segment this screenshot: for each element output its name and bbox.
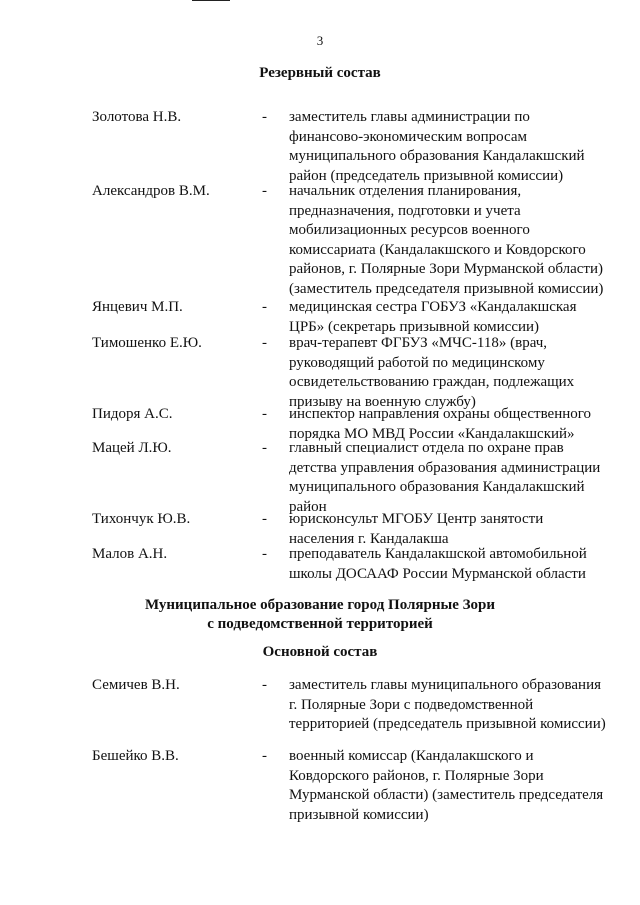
- member-name: Золотова Н.В.: [92, 109, 182, 125]
- member-name: Семичев В.Н.: [92, 677, 180, 693]
- member-role: врач-терапевт ФГБУЗ «МЧС-118» (врач, руководящий работой по медицинскому освидетельствованию граждан, подлежащих призыву на военную службу): [289, 335, 575, 410]
- reserve-heading: Резервный состав: [259, 65, 381, 81]
- member-role: медицинская сестра ГОБУЗ «Кандалакшская ЦРБ» (секретарь призывной комиссии): [289, 299, 577, 335]
- dash-separator: -: [262, 511, 267, 527]
- member-role: военный комиссар (Кандалакшского и Ковдорского районов, г. Полярные Зори Мурманской области) (заместитель председателя призывной комиссии): [289, 748, 604, 823]
- member-name: Александров В.М.: [92, 183, 210, 199]
- member-name: Тихончук Ю.В.: [92, 511, 191, 527]
- member-name: Янцевич М.П.: [92, 299, 183, 315]
- municipality-heading-line-1: Муниципальное образование город Полярные Зори: [144, 597, 496, 613]
- dash-separator: -: [262, 406, 267, 422]
- member-role: юрисконсульт МГОБУ Центр занятости населения г. Кандалакша: [289, 511, 544, 547]
- member-role: начальник отделения планирования, предназначения, подготовки и учета мобилизационных ресурсов военного комиссариата (Кандалакшского и Ковдорского районов, г. Полярные Зори Мурманской области) (заместитель председателя призывной комиссии): [289, 183, 604, 297]
- main-heading: Основной состав: [262, 644, 378, 660]
- member-name: Пидоря А.С.: [92, 406, 173, 422]
- page-number: 3: [316, 33, 324, 48]
- dash-separator: -: [262, 677, 267, 693]
- member-name: Малов А.Н.: [92, 546, 168, 562]
- dash-separator: -: [262, 546, 267, 562]
- member-name: Мацей Л.Ю.: [92, 440, 172, 456]
- member-role: заместитель главы муниципального образования г. Полярные Зори с подведомственной территорией (председатель призывной комиссии): [289, 677, 606, 732]
- member-name: Бешейко В.В.: [92, 748, 179, 764]
- dash-separator: -: [262, 335, 267, 351]
- top-scan-line: [192, 0, 230, 1]
- dash-separator: -: [262, 440, 267, 456]
- member-role: инспектор направления охраны общественного порядка МО МВД России «Кандалакшский»: [289, 406, 592, 442]
- dash-separator: -: [262, 299, 267, 315]
- member-role: заместитель главы администрации по финансово-экономическим вопросам муниципального образования Кандалакшский район (председатель призывной комиссии): [289, 109, 585, 184]
- dash-separator: -: [262, 748, 267, 764]
- member-role: преподаватель Кандалакшской автомобильной школы ДОСААФ России Мурманской области: [289, 546, 587, 582]
- member-name: Тимошенко Е.Ю.: [92, 335, 202, 351]
- dash-separator: -: [262, 183, 267, 199]
- dash-separator: -: [262, 109, 267, 125]
- municipality-heading-line-2: с подведомственной территорией: [207, 616, 433, 632]
- member-role: главный специалист отдела по охране прав детства управления образования администрации муниципального образования Кандалакшский район: [289, 440, 601, 515]
